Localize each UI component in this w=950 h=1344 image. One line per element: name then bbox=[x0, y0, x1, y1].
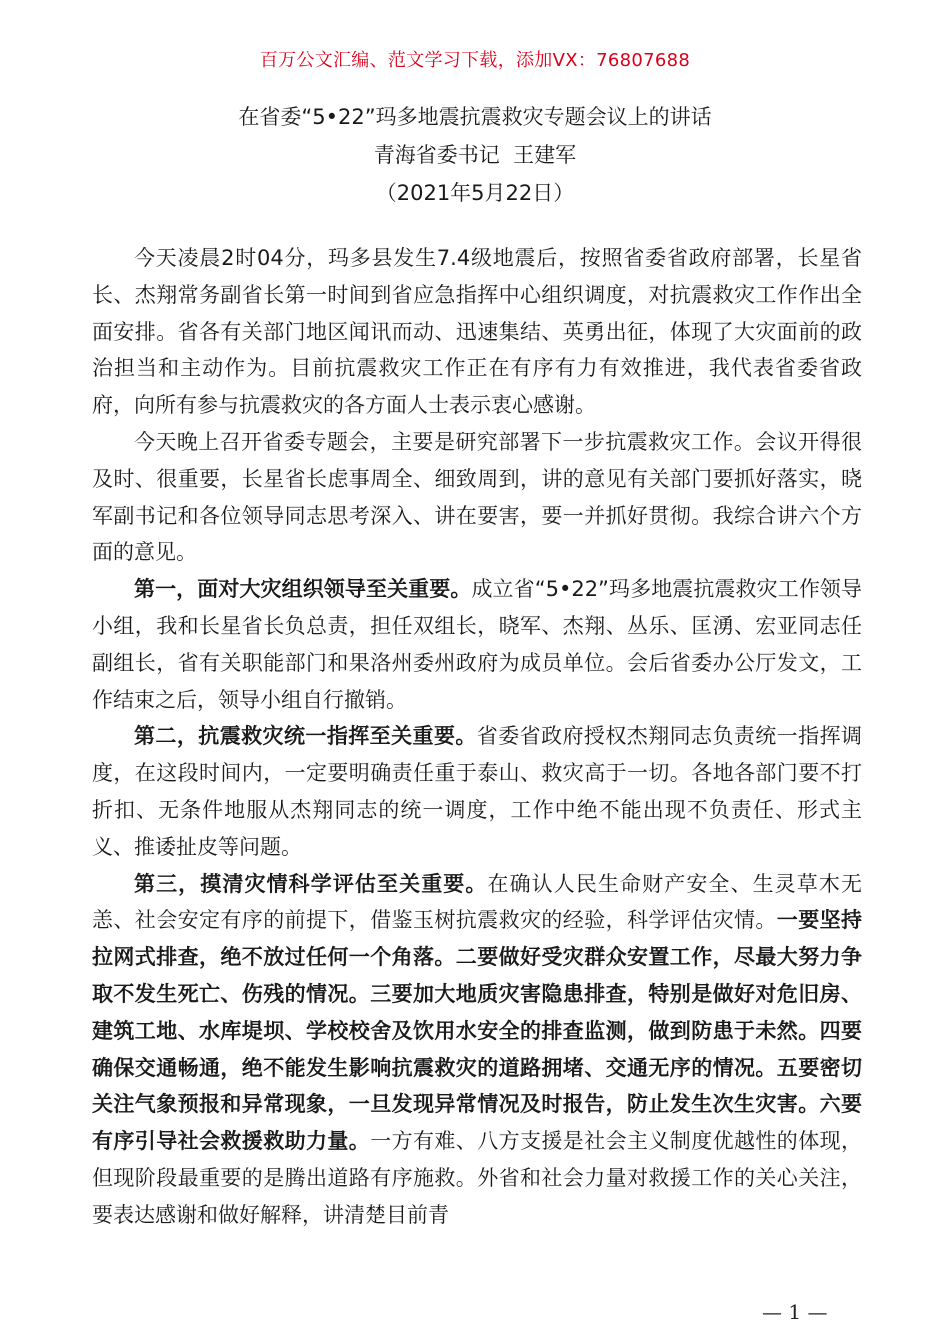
paragraph-3-heading: 第一，面对大灾组织领导至关重要。 bbox=[134, 577, 472, 602]
paragraph-3-text: 成立省“5•22”玛多地震抗震救灾工作领导小组，我和长星省长负总责，担任双组长，晓军、杰翔、丛乐、匡湧、宏亚同志任副组长，省有关职能部门和果洛州委州政府为成员单位。会后省委办公厅发文，工作结束之后，领导小组自行撤销。 bbox=[92, 577, 863, 712]
paragraph-3 bbox=[92, 571, 862, 718]
document-author: 青海省委书记 王建军 bbox=[373, 143, 577, 167]
paragraph-5-heading: 第三，摸清灾情科学评估至关重要。 bbox=[134, 871, 488, 896]
paragraph-5-measures: 一要坚持拉网式排查，绝不放过任何一个角落。二要做好受灾群众安置工作，尽最大努力争取不发生死亡、伤残的情况。三要加大地质灾害隐患排查，特别是做好对危旧房、建筑工地、水库堤坝、学校校舍及饮用水安全的排查监测，做到防患于未然。四要确保交通畅通，绝不能发生影响抗震救灾的道路拥堵、交通无序的情况。五要密切关注气象预报和异常现象，一旦发现异常情况及时报告，防止发生次生灾害。六要有序引导社会救援救助力量。 bbox=[92, 908, 862, 1154]
paragraph-5-continuation: 一方有难、八方支援是社会主义制度优越性的体现，但现阶段最重要的是腾出道路有序施救。外省和社会力量对救援工作的关心关注，要表达感谢和做好解释，讲清楚目前青 bbox=[92, 1129, 863, 1227]
page-number: — 1 — bbox=[762, 1300, 828, 1324]
document-title: 在省委“5•22”玛多地震抗震救灾专题会议上的讲话 bbox=[238, 105, 712, 129]
paragraph-4-heading: 第二，抗震救灾统一指挥至关重要。 bbox=[134, 724, 477, 749]
paragraph-5 bbox=[92, 866, 862, 1234]
title-block bbox=[0, 98, 950, 212]
document-body bbox=[92, 240, 862, 1234]
document-date: （2021年5月22日） bbox=[375, 181, 575, 205]
paragraph-2: 今天晚上召开省委专题会，主要是研究部署下一步抗震救灾工作。会议开得很及时、很重要，长星省长虑事周全、细致周到，讲的意见有关部门要抓好落实，晓军副书记和各位领导同志思考深入、讲在要害，要一并抓好贯彻。我综合讲六个方面的意见。 bbox=[92, 429, 862, 565]
watermark-text: 百万公文汇编、范文学习下载，添加VX：76807688 bbox=[259, 50, 691, 71]
paragraph-1: 今天凌晨2时04分，玛多县发生7.4级地震后，按照省委省政府部署，长星省长、杰翔常务副省长第一时间到省应急指挥中心组织调度，对抗震救灾工作作出全面安排。省各有关部门地区闻讯而动、迅速集结、英勇出征，体现了大灾面前的政治担当和主动作为。目前抗震救灾工作正在有序有力有效推进，我代表省委省政府，向所有参与抗震救灾的各方面人士表示衷心感谢。 bbox=[92, 246, 862, 418]
paragraph-4-text: 省委省政府授权杰翔同志负责统一指挥调度，在这段时间内，一定要明确责任重于泰山、救灾高于一切。各地各部门要不打折扣、无条件地服从杰翔同志的统一调度，工作中绝不能出现不负责任、形式主义、推诿扯皮等问题。 bbox=[92, 724, 863, 859]
paragraph-4 bbox=[92, 718, 862, 865]
paragraph-5-text: 在确认人民生命财产安全、生灵草木无恙、社会安定有序的前提下，借鉴玉树抗震救灾的经验，科学评估灾情。 bbox=[92, 871, 862, 933]
